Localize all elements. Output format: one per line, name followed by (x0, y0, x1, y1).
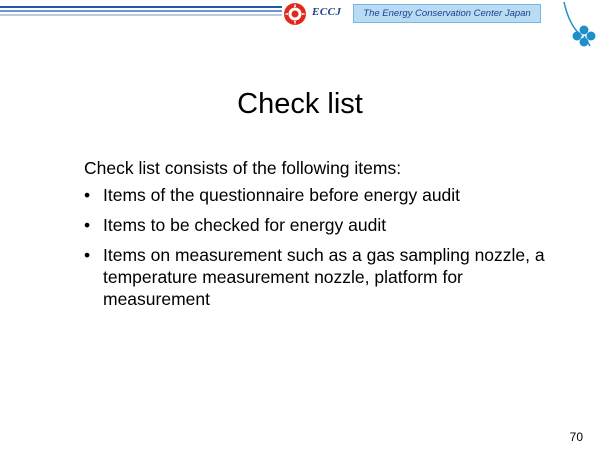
list-item-text: Items to be checked for energy audit (103, 215, 387, 235)
bullet-symbol: • (84, 215, 91, 235)
bullet-symbol: • (84, 185, 91, 205)
bullet-list (84, 184, 574, 318)
intro-text: Check list consists of the following items: (84, 158, 402, 178)
list-item (84, 214, 574, 236)
list-item-text: Items of the questionnaire before energy audit (103, 185, 461, 205)
header-line (0, 10, 282, 12)
logo-text: ECCJ (312, 6, 342, 18)
eccj-logo-icon (283, 2, 307, 26)
list-item (84, 184, 574, 206)
slide-title: Check list (237, 88, 363, 120)
organization-name: The Energy Conservation Center Japan (353, 4, 541, 23)
list-item-text: Items on measurement such as a gas sampling nozzle, a temperature measurement nozzle, platform for measurement (103, 245, 545, 309)
header-line (0, 6, 282, 8)
header-line (0, 14, 282, 16)
page-number: 70 (569, 430, 583, 444)
bullet-symbol: • (84, 245, 91, 265)
clover-icon (560, 0, 600, 50)
list-item (84, 244, 574, 310)
header-lines (0, 6, 282, 20)
